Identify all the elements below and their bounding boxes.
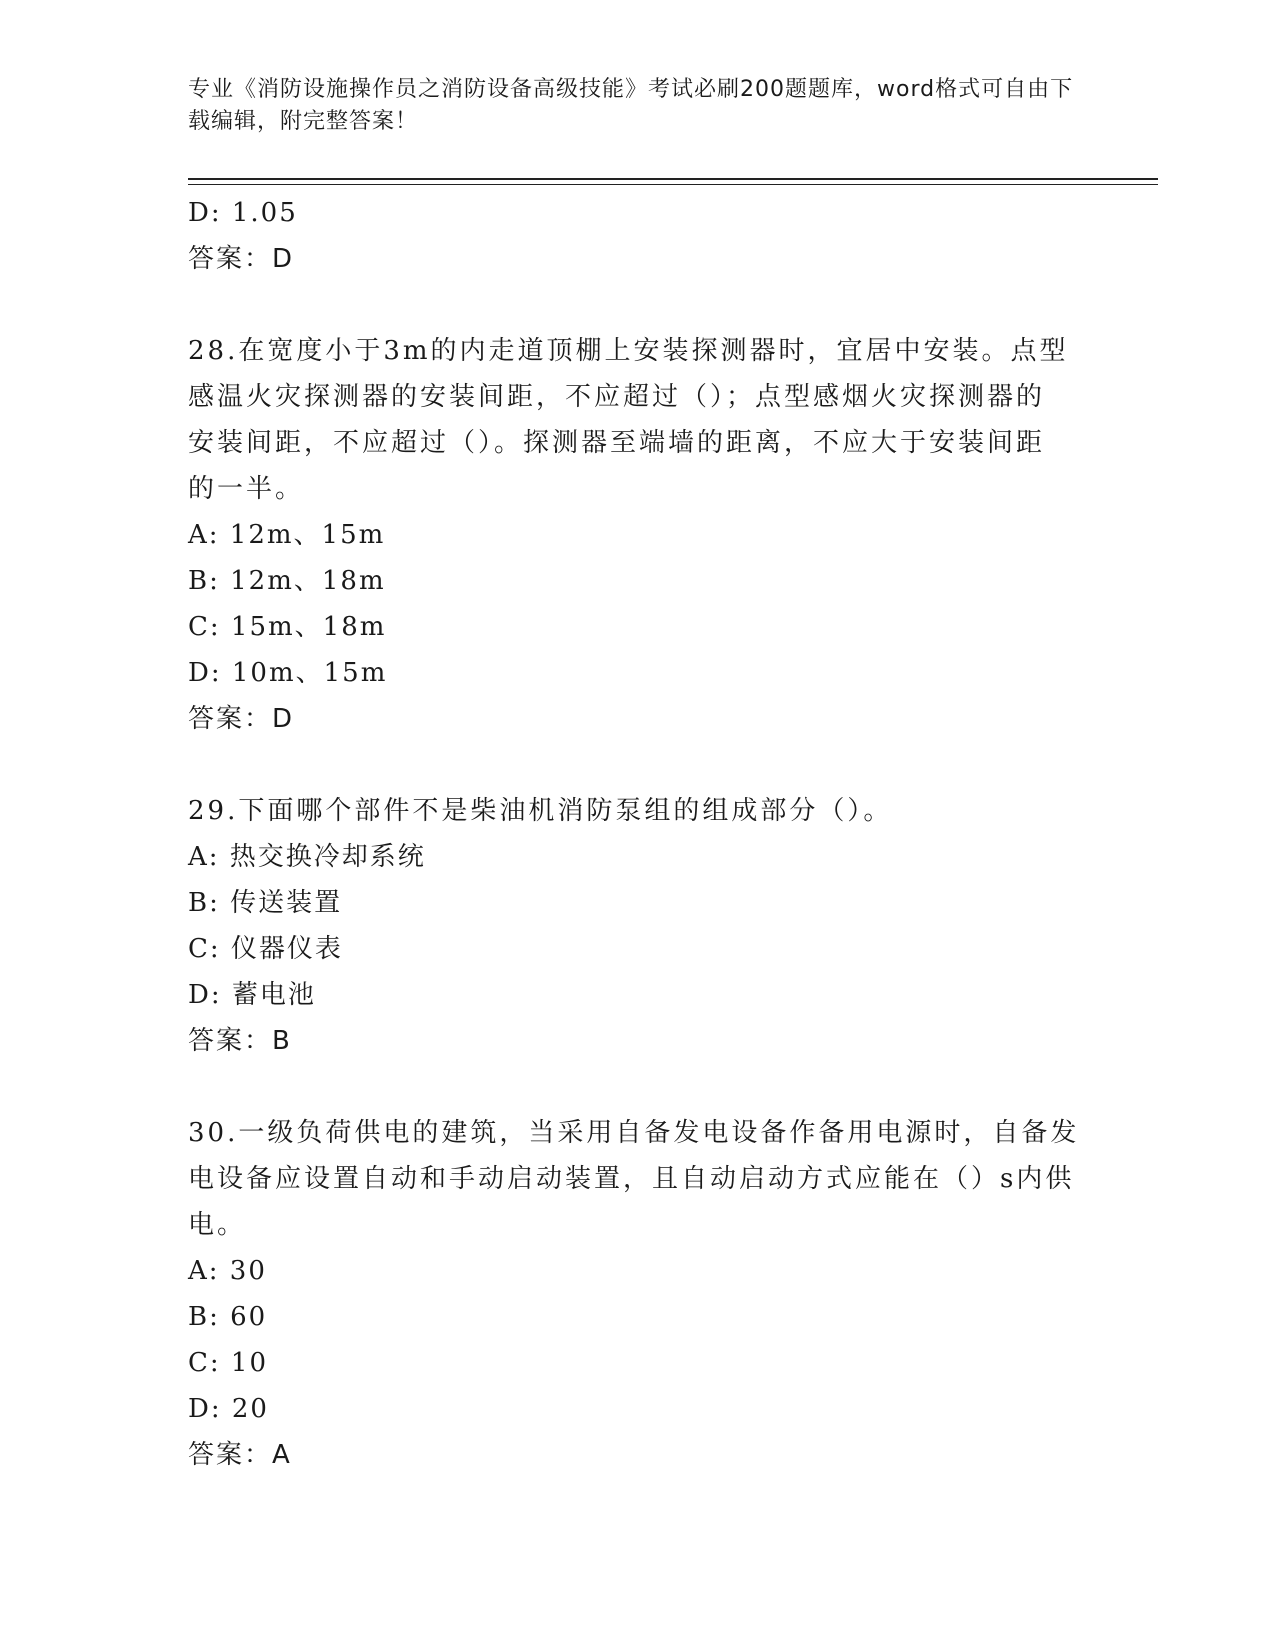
question-stem: 电。 xyxy=(188,1210,247,1240)
option-a: A: 热交换冷却系统 xyxy=(188,842,426,872)
question-stem: 的一半。 xyxy=(188,474,305,504)
answer-line: 答案：B xyxy=(188,1026,292,1056)
option-d: D: 1.05 xyxy=(188,198,298,228)
option-b: B: 传送装置 xyxy=(188,888,343,918)
option-b: B: 12m、18m xyxy=(188,566,386,596)
option-b: B: 60 xyxy=(188,1302,268,1332)
option-d: D: 20 xyxy=(188,1394,269,1424)
question-stem: 感温火灾探测器的安装间距，不应超过（）；点型感烟火灾探测器的 xyxy=(188,382,1046,412)
question-30 xyxy=(188,1110,1088,1478)
document-header: 专业《消防设施操作员之消防设备高级技能》考试必刷200题题库，word格式可自由下载编辑，附完整答案！ xyxy=(188,77,1074,134)
question-28 xyxy=(188,328,1088,742)
question-stem: 电设备应设置自动和手动启动装置，且自动启动方式应能在（）s内供 xyxy=(188,1164,1075,1194)
option-c: C: 10 xyxy=(188,1348,269,1378)
question-list xyxy=(188,190,1088,1478)
answer-line: 答案：D xyxy=(188,244,295,274)
option-c: C: 仪器仪表 xyxy=(188,934,343,964)
question-29 xyxy=(188,788,1088,1064)
answer-line: 答案：A xyxy=(188,1440,292,1470)
answer-line: 答案：D xyxy=(188,704,295,734)
header-divider xyxy=(188,178,1158,185)
option-d: D: 10m、15m xyxy=(188,658,388,688)
question-stem: 28.在宽度小于3m的内走道顶棚上安装探测器时，宜居中安装。点型 xyxy=(188,336,1069,366)
option-a: A: 30 xyxy=(188,1256,267,1286)
question-stem: 29.下面哪个部件不是柴油机消防泵组的组成部分（）。 xyxy=(188,796,893,826)
option-c: C: 15m、18m xyxy=(188,612,387,642)
question-stem: 安装间距，不应超过（）。探测器至端墙的距离，不应大于安装间距 xyxy=(188,428,1046,458)
previous-question-tail xyxy=(188,190,1088,282)
option-d: D: 蓄电池 xyxy=(188,980,316,1010)
question-stem: 30.一级负荷供电的建筑，当采用自备发电设备作备用电源时，自备发 xyxy=(188,1118,1080,1148)
option-a: A: 12m、15m xyxy=(188,520,386,550)
